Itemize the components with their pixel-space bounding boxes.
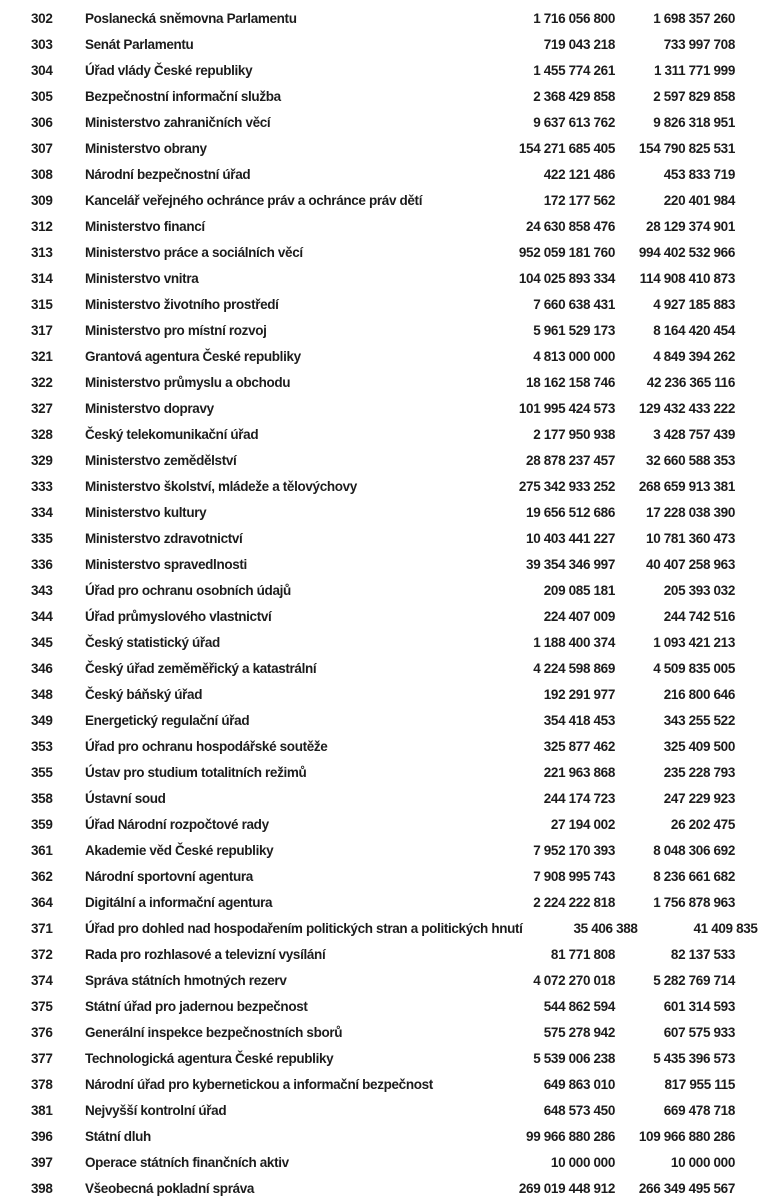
chapter-name: Kancelář veřejného ochránce práv a ochránce práv dětí: [85, 193, 423, 209]
amount-column-2: 4 849 394 262: [653, 349, 735, 365]
table-row: [0, 656, 750, 682]
amount-column-1: 1 188 400 374: [533, 635, 615, 651]
chapter-name: Ústavní soud: [85, 791, 166, 807]
table-row: [0, 578, 750, 604]
amount-column-1: 9 637 613 762: [533, 115, 615, 131]
amount-column-2: 1 756 878 963: [653, 895, 735, 911]
chapter-name: Úřad pro dohled nad hospodařením politických stran a politických hnutí: [85, 921, 523, 937]
amount-column-2: 1 311 771 999: [653, 63, 735, 79]
table-row: [0, 1124, 750, 1150]
chapter-name: Ministerstvo zahraničních věcí: [85, 115, 271, 131]
amount-column-1: 5 539 006 238: [533, 1051, 615, 1067]
chapter-number: 372: [31, 947, 53, 963]
table-row: [0, 994, 750, 1020]
chapter-number: 348: [31, 687, 53, 703]
amount-column-2: 733 997 708: [663, 37, 735, 53]
table-row: [0, 1098, 750, 1124]
amount-column-1: 224 407 009: [543, 609, 615, 625]
table-row: [0, 448, 750, 474]
chapter-name: Akademie věd České republiky: [85, 843, 274, 859]
amount-column-2: 247 229 923: [663, 791, 735, 807]
amount-column-1: 544 862 594: [543, 999, 615, 1015]
chapter-name: Státní úřad pro jadernou bezpečnost: [85, 999, 308, 1015]
chapter-number: 312: [31, 219, 53, 235]
chapter-number: 333: [31, 479, 53, 495]
chapter-name: Ministerstvo práce a sociálních věcí: [85, 245, 303, 261]
chapter-name: Ministerstvo dopravy: [85, 401, 214, 417]
amount-column-1: 269 019 448 912: [518, 1181, 615, 1197]
chapter-name: Všeobecná pokladní správa: [85, 1181, 255, 1197]
amount-column-2: 8 048 306 692: [653, 843, 735, 859]
amount-column-2: 154 790 825 531: [638, 141, 735, 157]
amount-column-2: 3 428 757 439: [653, 427, 735, 443]
chapter-number: 327: [31, 401, 53, 417]
amount-column-1: 35 406 388: [573, 921, 638, 937]
amount-column-1: 2 368 429 858: [533, 89, 615, 105]
amount-column-1: 2 177 950 938: [533, 427, 615, 443]
amount-column-2: 82 137 533: [670, 947, 735, 963]
chapter-name: Ministerstvo obrany: [85, 141, 207, 157]
chapter-number: 364: [31, 895, 53, 911]
chapter-name: Ministerstvo životního prostředí: [85, 297, 279, 313]
table-row: [0, 500, 750, 526]
amount-column-1: 354 418 453: [543, 713, 615, 729]
amount-column-1: 575 278 942: [543, 1025, 615, 1041]
chapter-name: Úřad průmyslového vlastnictví: [85, 609, 272, 625]
chapter-number: 376: [31, 1025, 53, 1041]
chapter-number: 328: [31, 427, 53, 443]
amount-column-2: 4 509 835 005: [653, 661, 735, 677]
table-row: [0, 6, 750, 32]
table-row: [0, 1046, 750, 1072]
amount-column-1: 24 630 858 476: [526, 219, 615, 235]
chapter-number: 346: [31, 661, 53, 677]
table-row: [0, 916, 758, 942]
chapter-name: Český úřad zeměměřický a katastrální: [85, 661, 317, 677]
amount-column-2: 26 202 475: [670, 817, 735, 833]
amount-column-2: 817 955 115: [664, 1077, 735, 1093]
table-row: [0, 110, 750, 136]
table-row: [0, 890, 750, 916]
chapter-name: Český báňský úřad: [85, 687, 203, 703]
table-row: [0, 396, 750, 422]
table-row: [0, 240, 750, 266]
amount-column-2: 28 129 374 901: [646, 219, 735, 235]
chapter-name: Ministerstvo financí: [85, 219, 205, 235]
amount-column-2: 41 409 835: [693, 921, 758, 937]
table-row: [0, 32, 750, 58]
chapter-number: 308: [31, 167, 53, 183]
chapter-name: Úřad pro ochranu osobních údajů: [85, 583, 291, 599]
amount-column-2: 8 236 661 682: [653, 869, 735, 885]
chapter-name: Rada pro rozhlasové a televizní vysílání: [85, 947, 326, 963]
table-row: [0, 474, 750, 500]
table-row: [0, 708, 750, 734]
chapter-name: Ministerstvo průmyslu a obchodu: [85, 375, 291, 391]
chapter-name: Správa státních hmotných rezerv: [85, 973, 287, 989]
chapter-number: 306: [31, 115, 53, 131]
table-row: [0, 838, 750, 864]
chapter-number: 344: [31, 609, 53, 625]
chapter-name: Český telekomunikační úřad: [85, 427, 259, 443]
amount-column-2: 266 349 495 567: [638, 1181, 735, 1197]
amount-column-1: 18 162 158 746: [526, 375, 615, 391]
amount-column-1: 99 966 880 286: [526, 1129, 615, 1145]
amount-column-1: 648 573 450: [543, 1103, 615, 1119]
chapter-number: 355: [31, 765, 53, 781]
amount-column-1: 2 224 222 818: [533, 895, 615, 911]
chapter-number: 359: [31, 817, 53, 833]
amount-column-2: 453 833 719: [663, 167, 735, 183]
amount-column-1: 81 771 808: [550, 947, 615, 963]
amount-column-2: 109 966 880 286: [638, 1129, 735, 1145]
table-row: [0, 266, 750, 292]
chapter-number: 381: [31, 1103, 53, 1119]
amount-column-1: 10 403 441 227: [526, 531, 615, 547]
chapter-number: 314: [31, 271, 53, 287]
amount-column-2: 17 228 038 390: [646, 505, 735, 521]
chapter-number: 358: [31, 791, 53, 807]
table-row: [0, 552, 750, 578]
table-row: [0, 526, 750, 552]
chapter-name: Národní bezpečnostní úřad: [85, 167, 251, 183]
table-row: [0, 760, 750, 786]
chapter-number: 378: [31, 1077, 53, 1093]
amount-column-2: 10 000 000: [670, 1155, 735, 1171]
table-row: [0, 84, 750, 110]
amount-column-1: 28 878 237 457: [526, 453, 615, 469]
chapter-number: 335: [31, 531, 53, 547]
amount-column-2: 129 432 433 222: [638, 401, 735, 417]
amount-column-1: 5 961 529 173: [533, 323, 615, 339]
chapter-number: 329: [31, 453, 53, 469]
amount-column-1: 325 877 462: [543, 739, 615, 755]
chapter-name: Ministerstvo školství, mládeže a tělovýchovy: [85, 479, 357, 495]
table-row: [0, 812, 750, 838]
chapter-number: 313: [31, 245, 53, 261]
chapter-number: 321: [31, 349, 53, 365]
table-row: [0, 1176, 750, 1202]
amount-column-2: 268 659 913 381: [638, 479, 735, 495]
amount-column-1: 7 908 995 743: [533, 869, 615, 885]
chapter-name: Digitální a informační agentura: [85, 895, 273, 911]
chapter-number: 343: [31, 583, 53, 599]
table-row: [0, 422, 750, 448]
amount-column-1: 27 194 002: [550, 817, 615, 833]
table-row: [0, 344, 750, 370]
chapter-name: Grantová agentura České republiky: [85, 349, 301, 365]
table-row: [0, 1150, 750, 1176]
amount-column-2: 5 435 396 573: [653, 1051, 735, 1067]
amount-column-1: 244 174 723: [543, 791, 615, 807]
chapter-name: Poslanecká sněmovna Parlamentu: [85, 11, 297, 27]
chapter-number: 345: [31, 635, 53, 651]
chapter-name: Ministerstvo pro místní rozvoj: [85, 323, 267, 339]
amount-column-1: 39 354 346 997: [526, 557, 615, 573]
amount-column-2: 114 908 410 873: [639, 271, 735, 287]
amount-column-2: 1 698 357 260: [653, 11, 735, 27]
amount-column-2: 9 826 318 951: [653, 115, 735, 131]
chapter-name: Bezpečnostní informační služba: [85, 89, 281, 105]
table-row: [0, 214, 750, 240]
table-row: [0, 682, 750, 708]
amount-column-1: 192 291 977: [543, 687, 615, 703]
chapter-number: 362: [31, 869, 53, 885]
amount-column-1: 4 072 270 018: [533, 973, 615, 989]
amount-column-1: 1 716 056 800: [533, 11, 615, 27]
chapter-number: 371: [31, 921, 53, 937]
amount-column-2: 1 093 421 213: [653, 635, 735, 651]
amount-column-1: 172 177 562: [543, 193, 615, 209]
table-row: [0, 188, 750, 214]
chapter-number: 315: [31, 297, 53, 313]
amount-column-1: 101 995 424 573: [518, 401, 615, 417]
amount-column-1: 275 342 933 252: [518, 479, 615, 495]
chapter-number: 377: [31, 1051, 53, 1067]
chapter-number: 302: [31, 11, 53, 27]
amount-column-2: 10 781 360 473: [646, 531, 735, 547]
chapter-number: 322: [31, 375, 53, 391]
amount-column-2: 216 800 646: [663, 687, 735, 703]
chapter-name: Ústav pro studium totalitních režimů: [85, 765, 307, 781]
chapter-name: Nejvyšší kontrolní úřad: [85, 1103, 227, 1119]
amount-column-1: 649 863 010: [543, 1077, 615, 1093]
table-row: [0, 162, 750, 188]
chapter-name: Ministerstvo vnitra: [85, 271, 199, 287]
amount-column-1: 209 085 181: [543, 583, 615, 599]
amount-column-2: 4 927 185 883: [653, 297, 735, 313]
chapter-name: Státní dluh: [85, 1129, 151, 1145]
table-row: [0, 58, 750, 84]
table-row: [0, 864, 750, 890]
amount-column-1: 4 813 000 000: [533, 349, 615, 365]
chapter-number: 398: [31, 1181, 53, 1197]
table-row: [0, 1072, 750, 1098]
amount-column-1: 104 025 893 334: [518, 271, 615, 287]
table-row: [0, 734, 750, 760]
amount-column-1: 952 059 181 760: [518, 245, 615, 261]
chapter-name: Technologická agentura České republiky: [85, 1051, 334, 1067]
chapter-number: 353: [31, 739, 53, 755]
amount-column-1: 7 952 170 393: [533, 843, 615, 859]
chapter-number: 349: [31, 713, 53, 729]
chapter-number: 309: [31, 193, 53, 209]
amount-column-2: 601 314 593: [663, 999, 735, 1015]
chapter-number: 374: [31, 973, 53, 989]
chapter-name: Úřad vlády České republiky: [85, 63, 253, 79]
chapter-number: 317: [31, 323, 53, 339]
chapter-name: Ministerstvo spravedlnosti: [85, 557, 247, 573]
table-row: [0, 1020, 750, 1046]
chapter-name: Úřad Národní rozpočtové rady: [85, 817, 269, 833]
amount-column-1: 7 660 638 431: [533, 297, 615, 313]
chapter-number: 396: [31, 1129, 53, 1145]
table-row: [0, 318, 750, 344]
table-row: [0, 370, 750, 396]
chapter-number: 375: [31, 999, 53, 1015]
amount-column-2: 205 393 032: [663, 583, 735, 599]
chapter-name: Operace státních finančních aktiv: [85, 1155, 289, 1171]
amount-column-1: 4 224 598 869: [533, 661, 615, 677]
amount-column-2: 8 164 420 454: [653, 323, 735, 339]
chapter-name: Ministerstvo zdravotnictví: [85, 531, 243, 547]
amount-column-2: 235 228 793: [663, 765, 735, 781]
chapter-number: 334: [31, 505, 53, 521]
chapter-name: Ministerstvo zemědělství: [85, 453, 237, 469]
chapter-name: Generální inspekce bezpečnostních sborů: [85, 1025, 343, 1041]
amount-column-1: 719 043 218: [543, 37, 615, 53]
table-row: [0, 292, 750, 318]
table-row: [0, 136, 750, 162]
amount-column-1: 422 121 486: [543, 167, 615, 183]
chapter-number: 304: [31, 63, 53, 79]
chapter-number: 303: [31, 37, 53, 53]
amount-column-2: 42 236 365 116: [646, 375, 735, 391]
chapter-name: Energetický regulační úřad: [85, 713, 250, 729]
amount-column-2: 244 742 516: [663, 609, 735, 625]
amount-column-2: 5 282 769 714: [653, 973, 735, 989]
chapter-name: Český statistický úřad: [85, 635, 220, 651]
amount-column-1: 1 455 774 261: [533, 63, 615, 79]
table-row: [0, 942, 750, 968]
chapter-name: Senát Parlamentu: [85, 37, 194, 53]
amount-column-2: 2 597 829 858: [653, 89, 735, 105]
table-row: [0, 630, 750, 656]
chapter-number: 307: [31, 141, 53, 157]
amount-column-2: 994 402 532 966: [638, 245, 735, 261]
amount-column-2: 40 407 258 963: [646, 557, 735, 573]
amount-column-2: 669 478 718: [663, 1103, 735, 1119]
table-row: [0, 968, 750, 994]
table-row: [0, 786, 750, 812]
amount-column-2: 343 255 522: [663, 713, 735, 729]
amount-column-2: 325 409 500: [663, 739, 735, 755]
chapter-number: 397: [31, 1155, 53, 1171]
amount-column-1: 154 271 685 405: [518, 141, 615, 157]
chapter-number: 305: [31, 89, 53, 105]
chapter-number: 361: [31, 843, 53, 859]
amount-column-1: 221 963 868: [543, 765, 615, 781]
table-row: [0, 604, 750, 630]
amount-column-2: 220 401 984: [663, 193, 735, 209]
amount-column-1: 19 656 512 686: [526, 505, 615, 521]
amount-column-1: 10 000 000: [550, 1155, 615, 1171]
chapter-name: Úřad pro ochranu hospodářské soutěže: [85, 739, 328, 755]
chapter-name: Národní úřad pro kybernetickou a informační bezpečnost: [85, 1077, 433, 1093]
amount-column-2: 32 660 588 353: [646, 453, 735, 469]
chapter-number: 336: [31, 557, 53, 573]
chapter-name: Národní sportovní agentura: [85, 869, 253, 885]
amount-column-2: 607 575 933: [663, 1025, 735, 1041]
chapter-name: Ministerstvo kultury: [85, 505, 207, 521]
